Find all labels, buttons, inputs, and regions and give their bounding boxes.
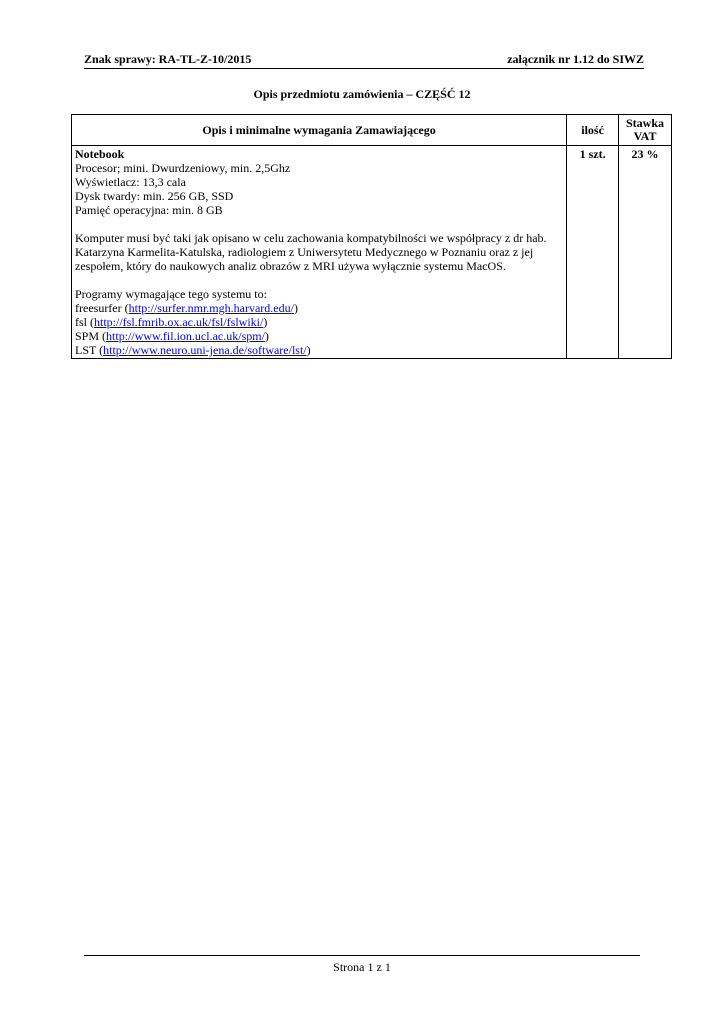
note-line: Katarzyna Karmelita-Katulska, radiologiem z Uniwersytetu Medycznego w Poznaniu oraz z jej: [75, 245, 534, 259]
spec-line: Pamięć operacyjna: min. 8 GB: [75, 203, 223, 217]
note-line: Komputer musi być taki jak opisano w celu zachowania kompatybilności we współpracy z dr hab.: [75, 231, 547, 245]
program-link[interactable]: http://surfer.nmr.mgh.harvard.edu/: [128, 301, 294, 315]
program-item: freesurfer (http://surfer.nmr.mgh.harvard.edu/): [75, 301, 298, 315]
table-row: [72, 146, 672, 359]
spec-line: Procesor; mini. Dwurdzeniowy, min. 2,5Ghz: [75, 161, 291, 175]
program-item: SPM (http://www.fil.ion.ucl.ac.uk/spm/): [75, 329, 269, 343]
programs-intro: Programy wymagające tego systemu to:: [75, 287, 267, 301]
program-item: fsl (http://fsl.fmrib.ox.ac.uk/fsl/fslwiki/): [75, 315, 268, 329]
note-line: zespołem, który do naukowych analiz obrazów z MRI używa wyłącznie systemu MacOS.: [75, 259, 506, 273]
header-description: Opis i minimalne wymagania Zamawiającego: [72, 115, 567, 146]
program-link[interactable]: http://www.neuro.uni-jena.de/software/lst/: [103, 343, 307, 357]
document-title: Opis przedmiotu zamówienia – CZĘŚĆ 12: [253, 87, 471, 101]
header-vat-line-1: Stawka: [626, 116, 665, 130]
item-quantity: 1 szt.: [567, 146, 619, 359]
footer-divider: [84, 955, 640, 956]
spec-line: Wyświetlacz: 13,3 cala: [75, 175, 186, 189]
program-link[interactable]: http://fsl.fmrib.ox.ac.uk/fsl/fslwiki/: [94, 315, 264, 329]
program-name: LST: [75, 343, 97, 357]
table-header-row: [72, 115, 672, 146]
case-reference: Znak sprawy: RA-TL-Z-10/2015: [84, 52, 252, 66]
item-description-cell: [72, 146, 567, 359]
attachment-reference: załącznik nr 1.12 do SIWZ: [507, 52, 644, 66]
header-quantity: ilość: [567, 115, 619, 146]
specification-table: [71, 114, 672, 359]
item-vat-rate: 23 %: [619, 146, 672, 359]
program-name: SPM: [75, 329, 100, 343]
header-vat-line-2: VAT: [633, 129, 657, 143]
program-link[interactable]: http://www.fil.ion.ucl.ac.uk/spm/: [106, 329, 265, 343]
program-name: freesurfer: [75, 301, 122, 315]
paragraph-gap: [75, 217, 563, 231]
item-name: Notebook: [75, 147, 125, 161]
spec-line: Dysk twardy: min. 256 GB, SSD: [75, 189, 234, 203]
header-vat-rate: [619, 115, 672, 146]
program-item: LST (http://www.neuro.uni-jena.de/software/lst/): [75, 343, 311, 357]
page-number: Strona 1 z 1: [333, 960, 391, 974]
program-name: fsl: [75, 315, 87, 329]
paragraph-gap: [75, 273, 563, 287]
page-header: [84, 52, 644, 69]
